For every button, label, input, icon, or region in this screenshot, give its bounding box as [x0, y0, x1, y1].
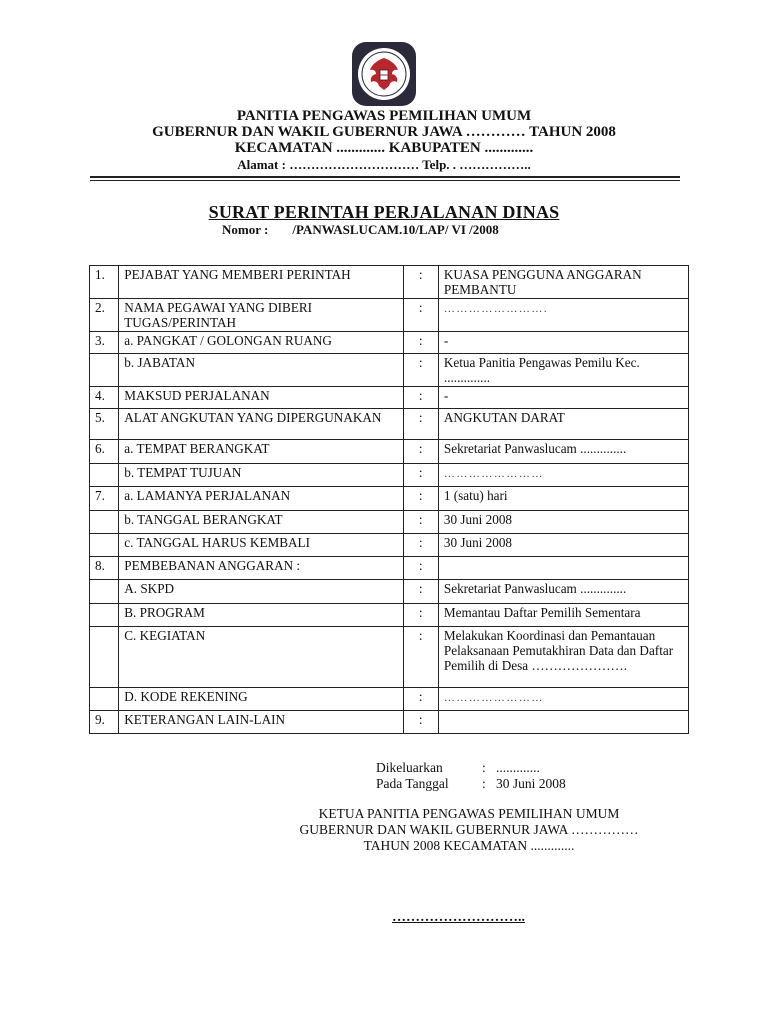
row-label: NAMA PEGAWAI YANG DIBERI TUGAS/PERINTAH [119, 299, 403, 332]
value-placeholder: ……………………. [443, 303, 549, 315]
issued-label: Dikeluarkan [376, 760, 443, 775]
row-number [90, 534, 119, 557]
row-number: 5. [90, 409, 119, 440]
row-colon: : [403, 266, 438, 299]
row-number: 7. [90, 487, 119, 511]
row-number [90, 688, 119, 711]
row-colon: : [403, 464, 438, 487]
row-label: C. KEGIATAN [119, 627, 403, 688]
table-row [90, 627, 689, 688]
document-title: SURAT PERINTAH PERJALANAN DINAS [208, 202, 560, 222]
row-number [90, 580, 119, 604]
row-value [438, 557, 688, 580]
row-label: ALAT ANGKUTAN YANG DIPERGUNAKAN [119, 409, 403, 440]
row-value: - [438, 332, 688, 354]
row-colon: : [403, 332, 438, 354]
row-colon: : [403, 354, 438, 387]
signatory-caption-1: KETUA PANITIA PENGAWAS PEMILIHAN UMUM [318, 806, 620, 821]
value-placeholder: …………………… [443, 468, 544, 480]
table-row [90, 604, 689, 627]
table-row [90, 487, 689, 511]
row-label: KETERANGAN LAIN-LAIN [119, 711, 403, 734]
issued-colon: : [482, 760, 486, 775]
row-value: Sekretariat Panwaslucam .............. [438, 580, 688, 604]
signatory-caption-3: TAHUN 2008 KECAMATAN ............. [363, 838, 575, 853]
issued-date [376, 776, 566, 792]
nomor-value: /PANWASLUCAM.10/LAP/ VI /2008 [292, 222, 499, 237]
table-row [90, 711, 689, 734]
row-label: b. TEMPAT TUJUAN [119, 464, 403, 487]
row-colon: : [403, 688, 438, 711]
row-value [438, 688, 688, 711]
row-colon: : [403, 511, 438, 534]
table-row [90, 409, 689, 440]
row-colon: : [403, 711, 438, 734]
date-value: 30 Juni 2008 [496, 776, 566, 791]
row-value: KUASA PENGGUNA ANGGARAN PEMBANTU [438, 266, 688, 299]
signatory-name-placeholder: ……………………….. [392, 910, 525, 925]
row-label: B. PROGRAM [119, 604, 403, 627]
table-row [90, 464, 689, 487]
table-row [90, 299, 689, 332]
header-line-3: KECAMATAN ............. KABUPATEN ............. [234, 140, 534, 156]
row-label: PEJABAT YANG MEMBERI PERINTAH [119, 266, 403, 299]
row-colon: : [403, 604, 438, 627]
row-value: Ketua Panitia Pengawas Pemilu Kec. .............. [438, 354, 688, 387]
row-label: b. JABATAN [119, 354, 403, 387]
row-number [90, 354, 119, 387]
row-value: Memantau Daftar Pemilih Sementara [438, 604, 688, 627]
row-number: 9. [90, 711, 119, 734]
table-row [90, 332, 689, 354]
panwas-logo [348, 40, 420, 108]
row-value [438, 711, 688, 734]
table-row [90, 688, 689, 711]
row-label: c. TANGGAL HARUS KEMBALI [119, 534, 403, 557]
row-value: Melakukan Koordinasi dan Pemantauan Pelaksanaan Pemutakhiran Data dan Daftar Pemilih di Desa …………………. [438, 627, 688, 688]
row-number [90, 627, 119, 688]
row-number: 3. [90, 332, 119, 354]
row-value: 30 Juni 2008 [438, 511, 688, 534]
row-colon: : [403, 299, 438, 332]
row-number: 2. [90, 299, 119, 332]
table-row [90, 580, 689, 604]
table-row [90, 534, 689, 557]
row-colon: : [403, 557, 438, 580]
row-colon: : [403, 487, 438, 511]
row-number: 8. [90, 557, 119, 580]
nomor-label: Nomor : [222, 222, 269, 237]
row-number: 4. [90, 387, 119, 409]
row-label: b. TANGGAL BERANGKAT [119, 511, 403, 534]
row-value: - [438, 387, 688, 409]
row-value: 1 (satu) hari [438, 487, 688, 511]
issued-at [376, 760, 540, 776]
row-label: a. PANGKAT / GOLONGAN RUANG [119, 332, 403, 354]
table-row [90, 440, 689, 464]
row-label: a. TEMPAT BERANGKAT [119, 440, 403, 464]
issued-value: ............. [496, 760, 540, 775]
value-placeholder: …………………… [443, 692, 544, 704]
table-row [90, 511, 689, 534]
row-label: D. KODE REKENING [119, 688, 403, 711]
row-number [90, 604, 119, 627]
row-label: A. SKPD [119, 580, 403, 604]
row-colon: : [403, 409, 438, 440]
row-value [438, 464, 688, 487]
row-label: a. LAMANYA PERJALANAN [119, 487, 403, 511]
table-row [90, 387, 689, 409]
document-number [222, 222, 499, 238]
row-value: ANGKUTAN DARAT [438, 409, 688, 440]
row-colon: : [403, 534, 438, 557]
row-colon: : [403, 627, 438, 688]
row-colon: : [403, 387, 438, 409]
row-value [438, 299, 688, 332]
date-colon: : [482, 776, 486, 791]
header-line-2: GUBERNUR DAN WAKIL GUBERNUR JAWA ………… TAHUN 2008 [152, 124, 616, 140]
table-row [90, 354, 689, 387]
row-label: PEMBEBANAN ANGGARAN : [119, 557, 403, 580]
date-label: Pada Tanggal [376, 776, 449, 791]
header-address: Alamat : ………………………… Telp. . …………….. [237, 157, 531, 172]
row-colon: : [403, 440, 438, 464]
row-value: Sekretariat Panwaslucam .............. [438, 440, 688, 464]
row-label: MAKSUD PERJALANAN [119, 387, 403, 409]
header-line-1: PANITIA PENGAWAS PEMILIHAN UMUM [236, 108, 532, 124]
row-value: 30 Juni 2008 [438, 534, 688, 557]
header-divider-thick [90, 176, 680, 178]
travel-order-table [89, 265, 689, 734]
header-divider-thin [90, 180, 680, 181]
row-number: 1. [90, 266, 119, 299]
row-number: 6. [90, 440, 119, 464]
row-number [90, 511, 119, 534]
row-number [90, 464, 119, 487]
table-row [90, 557, 689, 580]
row-colon: : [403, 580, 438, 604]
table-row [90, 266, 689, 299]
signatory-caption-2: GUBERNUR DAN WAKIL GUBERNUR JAWA …………… [299, 822, 639, 837]
